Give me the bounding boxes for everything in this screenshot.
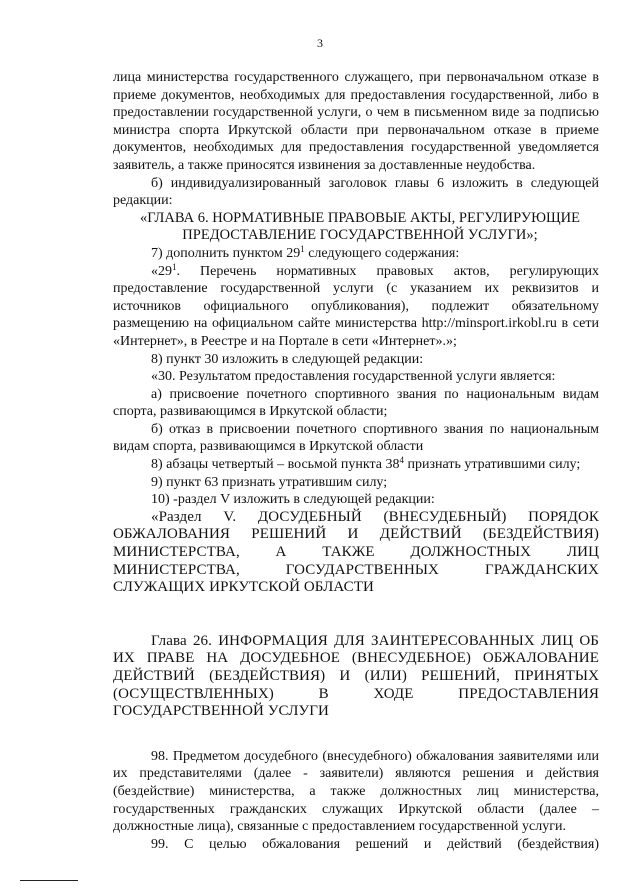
item-7-text-end: следующего содержания: (304, 245, 460, 261)
item-8b-text: 8) абзацы четвертый – восьмой пункта 38 (151, 457, 400, 473)
paragraph-continuation: лица министерства государственного служащего, при первоначальном отказе в приеме документов, необходимых для предоставления государственной, либо в предоставлении государственной услуги, о чем в письменном виде за подписью министра спорта Иркутской области при первоначальном отказе в приеме документов, необходимых для предоставления государственной уведомляется заявитель, а также приносятся извинения за доставленные неудобства. (113, 70, 599, 173)
paragraph-item-9: 9) пункт 63 признать утратившим силу; (151, 474, 388, 490)
paragraph-item-8b (113, 456, 599, 474)
item-7-text: 7) дополнить пунктом 29 (151, 245, 301, 261)
superscript: 1 (300, 243, 305, 254)
page-number: 3 (317, 36, 323, 50)
item-29-text: . Перечень нормативных правовых актов, регулирующих предоставление государственной услуги (с указанием их реквизитов и источников официального опубликования), подлежит обязательному размещению на официальном сайте министерства http://minsport.irkobl.ru в сети «Интернет», в Реестре и на Портале в сети «Интернет».»; (113, 263, 599, 349)
superscript: 1 (172, 261, 177, 272)
chapter-26-heading: Глава 26. ИНФОРМАЦИЯ ДЛЯ ЗАИНТЕРЕСОВАННЫХ ЛИЦ ОБ ИХ ПРАВЕ НА ДОСУДЕБНОЕ (ВНЕСУДЕБНОЕ) ОБЖАЛОВАНИЕ ДЕЙСТВИЙ (БЕЗДЕЙСТВИЯ) И (ИЛИ) РЕШЕНИЙ, ПРИНЯТЫХ (ОСУЩЕСТВЛЕННЫХ) В ХОДЕ ПРЕДОСТАВЛЕНИЯ ГОСУДАРСТВЕННОЙ УСЛУГИ (113, 632, 599, 720)
paragraph-29-1 (113, 263, 599, 351)
paragraph-item-b: б) индивидуализированный заголовок главы 6 изложить в следующей редакции: (113, 175, 599, 209)
paragraph-99: 99. С целью обжалования решений и действий (бездействия) (151, 836, 599, 852)
paragraph-30-a: а) присвоение почетного спортивного звания по национальным видам спорта, развивающимся в Иркутской области; (113, 386, 599, 420)
paragraph-item-10: 10) -раздел V изложить в следующей редакции: (151, 492, 435, 508)
paragraph-30-b: б) отказ в присвоении почетного спортивного звания по национальным видам спорта, развивающимся в Иркутской области (113, 421, 599, 455)
chapter-6-heading: «ГЛАВА 6. НОРМАТИВНЫЕ ПРАВОВЫЕ АКТЫ, РЕГУЛИРУЮЩИЕ ПРЕДОСТАВЛЕНИЕ ГОСУДАРСТВЕННОЙ УСЛУГИ»; (140, 209, 580, 244)
item-8b-text-end: признать утратившими силу; (404, 457, 581, 473)
document-body (113, 69, 599, 853)
item-29-label: «29 (151, 263, 172, 279)
footnote-rule (20, 880, 78, 881)
section-5-heading: «Раздел V. ДОСУДЕБНЫЙ (ВНЕСУДЕБНЫЙ) ПОРЯДОК ОБЖАЛОВАНИЯ РЕШЕНИЙ И ДЕЙСТВИЙ (БЕЗДЕЙСТВИЯ) МИНИСТЕРСТВА, А ТАКЖЕ ДОЛЖНОСТНЫХ ЛИЦ МИНИСТЕРСТВА, ГОСУДАРСТВЕННЫХ ГРАЖДАНСКИХ СЛУЖАЩИХ ИРКУТСКОЙ ОБЛАСТИ (113, 508, 599, 596)
superscript: 4 (399, 455, 405, 466)
paragraph-item-7 (113, 245, 599, 263)
paragraph-98: 98. Предметом досудебного (внесудебного) обжалования заявителями или их представителями (далее - заявители) являются решения и действия (бездействие) министерства, а также должностных лиц министерства, государственных гражданских служащих Иркутской области (далее – должностные лица), связанные с предоставлением государственной услуги. (113, 748, 599, 835)
paragraph-item-8: 8) пункт 30 изложить в следующей редакции: (151, 351, 424, 367)
paragraph-30: «30. Результатом предоставления государственной услуги является: (151, 369, 556, 385)
